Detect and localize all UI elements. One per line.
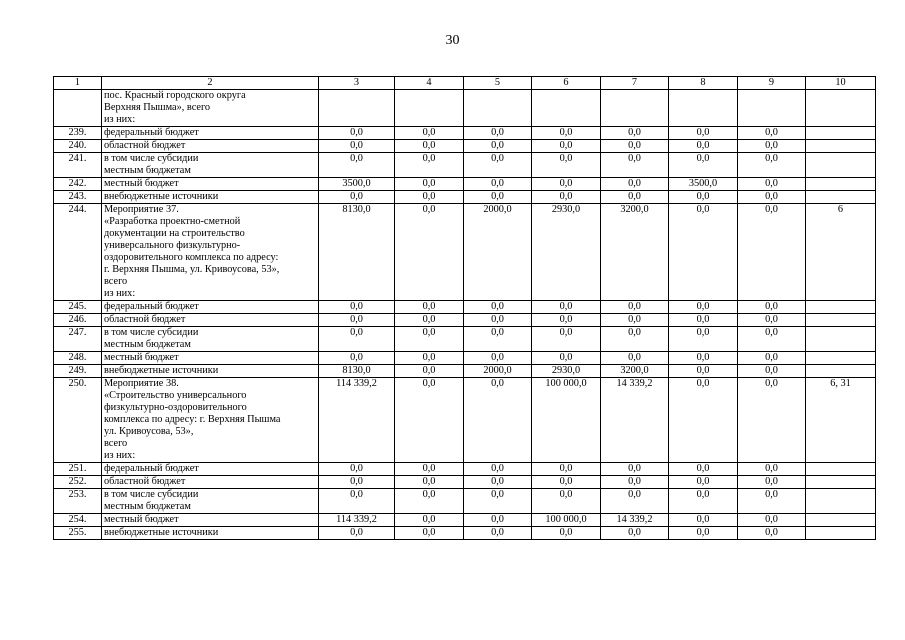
- row-name: [102, 514, 319, 527]
- row-number: 242.: [54, 178, 102, 191]
- value-cell: 0,0: [319, 327, 395, 352]
- value-cell: 0,0: [738, 514, 806, 527]
- value-cell: 0,0: [738, 140, 806, 153]
- value-cell: [738, 90, 806, 127]
- row-name-line: местный бюджет: [104, 178, 179, 189]
- row-name-line: всего: [104, 276, 128, 287]
- value-cell: 2930,0: [532, 365, 601, 378]
- target-indicator-cell: [806, 191, 876, 204]
- row-number: 250.: [54, 378, 102, 463]
- value-cell: 0,0: [738, 365, 806, 378]
- table-row: [54, 204, 876, 301]
- table-row: [54, 327, 876, 352]
- value-cell: 0,0: [532, 527, 601, 540]
- target-indicator-cell: [806, 352, 876, 365]
- row-number: 244.: [54, 204, 102, 301]
- column-header: 3: [319, 77, 395, 90]
- row-name-line: всего: [104, 438, 128, 449]
- column-header: 5: [464, 77, 532, 90]
- value-cell: 114 339,2: [319, 378, 395, 463]
- value-cell: 0,0: [464, 489, 532, 514]
- value-cell: 0,0: [738, 352, 806, 365]
- row-name: [102, 463, 319, 476]
- value-cell: 0,0: [669, 527, 738, 540]
- table-row: [54, 127, 876, 140]
- value-cell: 0,0: [395, 352, 464, 365]
- row-name-line: областной бюджет: [104, 140, 186, 151]
- value-cell: 0,0: [319, 153, 395, 178]
- value-cell: [532, 90, 601, 127]
- value-cell: 3200,0: [601, 365, 669, 378]
- value-cell: 0,0: [601, 140, 669, 153]
- value-cell: 0,0: [395, 327, 464, 352]
- value-cell: 0,0: [319, 127, 395, 140]
- value-cell: 0,0: [601, 191, 669, 204]
- target-indicator-cell: 6, 31: [806, 378, 876, 463]
- column-header: 2: [102, 77, 319, 90]
- column-header: 1: [54, 77, 102, 90]
- value-cell: 0,0: [319, 352, 395, 365]
- value-cell: 0,0: [738, 476, 806, 489]
- table-row: [54, 476, 876, 489]
- value-cell: 0,0: [395, 204, 464, 301]
- row-name: [102, 140, 319, 153]
- row-name-line: федеральный бюджет: [104, 127, 199, 138]
- value-cell: 0,0: [669, 191, 738, 204]
- row-name-line: внебюджетные источники: [104, 191, 219, 202]
- value-cell: 0,0: [395, 301, 464, 314]
- row-name-line: пос. Красный городского округа: [104, 90, 246, 101]
- value-cell: 0,0: [319, 191, 395, 204]
- row-name-line: местный бюджет: [104, 352, 179, 363]
- target-indicator-cell: 6: [806, 204, 876, 301]
- target-indicator-cell: [806, 127, 876, 140]
- value-cell: 0,0: [319, 527, 395, 540]
- value-cell: 0,0: [738, 127, 806, 140]
- value-cell: 0,0: [395, 489, 464, 514]
- row-name-line: местным бюджетам: [104, 165, 191, 176]
- row-name-line: в том числе субсидии: [104, 153, 199, 164]
- value-cell: 0,0: [669, 352, 738, 365]
- value-cell: [395, 90, 464, 127]
- row-name: [102, 301, 319, 314]
- table-row: [54, 365, 876, 378]
- row-number: 241.: [54, 153, 102, 178]
- value-cell: 0,0: [601, 463, 669, 476]
- row-number: 249.: [54, 365, 102, 378]
- value-cell: 0,0: [738, 378, 806, 463]
- row-number: [54, 90, 102, 127]
- column-header: 7: [601, 77, 669, 90]
- value-cell: 0,0: [738, 301, 806, 314]
- row-name-line: областной бюджет: [104, 314, 186, 325]
- budget-table: [53, 76, 876, 540]
- row-name-line: из них:: [104, 114, 136, 125]
- value-cell: 0,0: [601, 153, 669, 178]
- value-cell: 0,0: [464, 327, 532, 352]
- value-cell: 8130,0: [319, 365, 395, 378]
- row-name: [102, 378, 319, 463]
- table-row: [54, 352, 876, 365]
- row-number: 239.: [54, 127, 102, 140]
- row-name: [102, 352, 319, 365]
- row-name-line: физкультурно-оздоровительного: [104, 402, 247, 413]
- row-name-line: Мероприятие 38.: [104, 378, 179, 389]
- value-cell: 0,0: [532, 314, 601, 327]
- row-name: [102, 527, 319, 540]
- value-cell: 0,0: [395, 463, 464, 476]
- row-name-line: ул. Кривоусова, 53»,: [104, 426, 194, 437]
- value-cell: 0,0: [669, 514, 738, 527]
- row-name-line: в том числе субсидии: [104, 489, 199, 500]
- value-cell: 0,0: [319, 301, 395, 314]
- value-cell: 0,0: [669, 463, 738, 476]
- table-row: [54, 301, 876, 314]
- row-name: [102, 90, 319, 127]
- row-name-line: местным бюджетам: [104, 339, 191, 350]
- row-name: [102, 127, 319, 140]
- target-indicator-cell: [806, 314, 876, 327]
- value-cell: 0,0: [601, 476, 669, 489]
- row-name: [102, 365, 319, 378]
- value-cell: 0,0: [395, 378, 464, 463]
- value-cell: 0,0: [738, 527, 806, 540]
- value-cell: 0,0: [532, 127, 601, 140]
- value-cell: 0,0: [319, 489, 395, 514]
- table-row: [54, 463, 876, 476]
- target-indicator-cell: [806, 463, 876, 476]
- row-name: [102, 204, 319, 301]
- value-cell: 0,0: [532, 463, 601, 476]
- table-row: [54, 90, 876, 127]
- value-cell: 0,0: [532, 140, 601, 153]
- value-cell: 0,0: [395, 140, 464, 153]
- value-cell: 0,0: [464, 352, 532, 365]
- column-header: 10: [806, 77, 876, 90]
- value-cell: 0,0: [395, 314, 464, 327]
- row-name: [102, 327, 319, 352]
- value-cell: 0,0: [669, 140, 738, 153]
- value-cell: 0,0: [395, 514, 464, 527]
- row-name: [102, 314, 319, 327]
- value-cell: 0,0: [738, 489, 806, 514]
- value-cell: 0,0: [738, 463, 806, 476]
- value-cell: [669, 90, 738, 127]
- value-cell: 0,0: [395, 153, 464, 178]
- row-name-line: местный бюджет: [104, 514, 179, 525]
- table-row: [54, 314, 876, 327]
- row-name-line: универсального физкультурно-: [104, 240, 241, 251]
- target-indicator-cell: [806, 140, 876, 153]
- value-cell: 2000,0: [464, 204, 532, 301]
- row-name-line: оздоровительного комплекса по адресу:: [104, 252, 279, 263]
- row-name-line: «Строительство универсального: [104, 390, 247, 401]
- table-row: [54, 140, 876, 153]
- value-cell: 0,0: [532, 489, 601, 514]
- value-cell: 0,0: [669, 476, 738, 489]
- value-cell: 0,0: [669, 378, 738, 463]
- value-cell: 0,0: [669, 127, 738, 140]
- value-cell: 2000,0: [464, 365, 532, 378]
- value-cell: 0,0: [669, 204, 738, 301]
- value-cell: 0,0: [464, 140, 532, 153]
- value-cell: 14 339,2: [601, 514, 669, 527]
- value-cell: 0,0: [601, 301, 669, 314]
- value-cell: 3500,0: [669, 178, 738, 191]
- row-number: 252.: [54, 476, 102, 489]
- value-cell: 0,0: [464, 153, 532, 178]
- value-cell: 0,0: [601, 352, 669, 365]
- target-indicator-cell: [806, 153, 876, 178]
- row-number: 247.: [54, 327, 102, 352]
- value-cell: 0,0: [395, 178, 464, 191]
- value-cell: [464, 90, 532, 127]
- row-name-line: из них:: [104, 450, 136, 461]
- table-row: [54, 527, 876, 540]
- value-cell: 0,0: [464, 301, 532, 314]
- value-cell: 100 000,0: [532, 514, 601, 527]
- value-cell: 0,0: [601, 527, 669, 540]
- row-name-line: областной бюджет: [104, 476, 186, 487]
- target-indicator-cell: [806, 327, 876, 352]
- table-row: [54, 514, 876, 527]
- value-cell: 0,0: [601, 327, 669, 352]
- value-cell: 114 339,2: [319, 514, 395, 527]
- table-row: [54, 378, 876, 463]
- value-cell: 0,0: [669, 314, 738, 327]
- row-name: [102, 178, 319, 191]
- value-cell: 0,0: [395, 191, 464, 204]
- row-name: [102, 489, 319, 514]
- column-header: 6: [532, 77, 601, 90]
- table-row: [54, 191, 876, 204]
- target-indicator-cell: [806, 527, 876, 540]
- row-number: 246.: [54, 314, 102, 327]
- value-cell: 0,0: [532, 327, 601, 352]
- row-name-line: федеральный бюджет: [104, 301, 199, 312]
- target-indicator-cell: [806, 514, 876, 527]
- row-name-line: Верхняя Пышма», всего: [104, 102, 211, 113]
- column-header: 9: [738, 77, 806, 90]
- value-cell: 0,0: [464, 527, 532, 540]
- value-cell: 8130,0: [319, 204, 395, 301]
- value-cell: 0,0: [669, 153, 738, 178]
- value-cell: [601, 90, 669, 127]
- value-cell: 0,0: [669, 489, 738, 514]
- row-name-line: Мероприятие 37.: [104, 204, 179, 215]
- value-cell: 0,0: [395, 527, 464, 540]
- row-number: 245.: [54, 301, 102, 314]
- value-cell: 0,0: [738, 327, 806, 352]
- value-cell: 0,0: [464, 476, 532, 489]
- value-cell: 0,0: [738, 204, 806, 301]
- row-name-line: «Разработка проектно-сметной: [104, 216, 241, 227]
- value-cell: 0,0: [601, 178, 669, 191]
- value-cell: 0,0: [464, 191, 532, 204]
- value-cell: 0,0: [532, 191, 601, 204]
- value-cell: 0,0: [532, 153, 601, 178]
- row-number: 255.: [54, 527, 102, 540]
- value-cell: 0,0: [464, 378, 532, 463]
- row-name-line: внебюджетные источники: [104, 365, 219, 376]
- value-cell: 2930,0: [532, 204, 601, 301]
- value-cell: 3200,0: [601, 204, 669, 301]
- value-cell: 0,0: [738, 178, 806, 191]
- column-header: 8: [669, 77, 738, 90]
- value-cell: 0,0: [319, 463, 395, 476]
- row-name-line: из них:: [104, 288, 136, 299]
- target-indicator-cell: [806, 301, 876, 314]
- value-cell: 0,0: [464, 178, 532, 191]
- page-number: 30: [445, 33, 460, 48]
- value-cell: 0,0: [395, 365, 464, 378]
- row-name-line: г. Верхняя Пышма, ул. Кривоусова, 53»,: [104, 264, 280, 275]
- row-name-line: документации на строительство: [104, 228, 245, 239]
- target-indicator-cell: [806, 178, 876, 191]
- column-header-row: [54, 77, 876, 90]
- row-number: 248.: [54, 352, 102, 365]
- row-name: [102, 153, 319, 178]
- row-name: [102, 476, 319, 489]
- value-cell: 0,0: [738, 314, 806, 327]
- value-cell: 0,0: [464, 127, 532, 140]
- value-cell: 0,0: [601, 314, 669, 327]
- row-name-line: внебюджетные источники: [104, 527, 219, 538]
- target-indicator-cell: [806, 489, 876, 514]
- value-cell: 0,0: [738, 153, 806, 178]
- value-cell: 0,0: [319, 140, 395, 153]
- value-cell: 0,0: [669, 327, 738, 352]
- value-cell: 100 000,0: [532, 378, 601, 463]
- row-number: 240.: [54, 140, 102, 153]
- value-cell: 0,0: [532, 301, 601, 314]
- value-cell: 0,0: [464, 514, 532, 527]
- value-cell: [319, 90, 395, 127]
- value-cell: 0,0: [669, 301, 738, 314]
- value-cell: 0,0: [669, 365, 738, 378]
- target-indicator-cell: [806, 476, 876, 489]
- value-cell: 0,0: [464, 314, 532, 327]
- value-cell: 0,0: [601, 127, 669, 140]
- row-name-line: комплекса по адресу: г. Верхняя Пышма: [104, 414, 281, 425]
- value-cell: 14 339,2: [601, 378, 669, 463]
- value-cell: 0,0: [532, 352, 601, 365]
- row-name-line: в том числе субсидии: [104, 327, 199, 338]
- row-number: 254.: [54, 514, 102, 527]
- table-row: [54, 153, 876, 178]
- target-indicator-cell: [806, 90, 876, 127]
- table-row: [54, 178, 876, 191]
- value-cell: 0,0: [601, 489, 669, 514]
- column-header: 4: [395, 77, 464, 90]
- row-name-line: местным бюджетам: [104, 501, 191, 512]
- value-cell: 0,0: [738, 191, 806, 204]
- value-cell: 0,0: [319, 314, 395, 327]
- row-number: 253.: [54, 489, 102, 514]
- row-number: 251.: [54, 463, 102, 476]
- table-row: [54, 489, 876, 514]
- row-number: 243.: [54, 191, 102, 204]
- value-cell: 0,0: [319, 476, 395, 489]
- target-indicator-cell: [806, 365, 876, 378]
- row-name: [102, 191, 319, 204]
- value-cell: 0,0: [464, 463, 532, 476]
- value-cell: 0,0: [532, 178, 601, 191]
- value-cell: 0,0: [532, 476, 601, 489]
- value-cell: 0,0: [395, 476, 464, 489]
- value-cell: 3500,0: [319, 178, 395, 191]
- row-name-line: федеральный бюджет: [104, 463, 199, 474]
- value-cell: 0,0: [395, 127, 464, 140]
